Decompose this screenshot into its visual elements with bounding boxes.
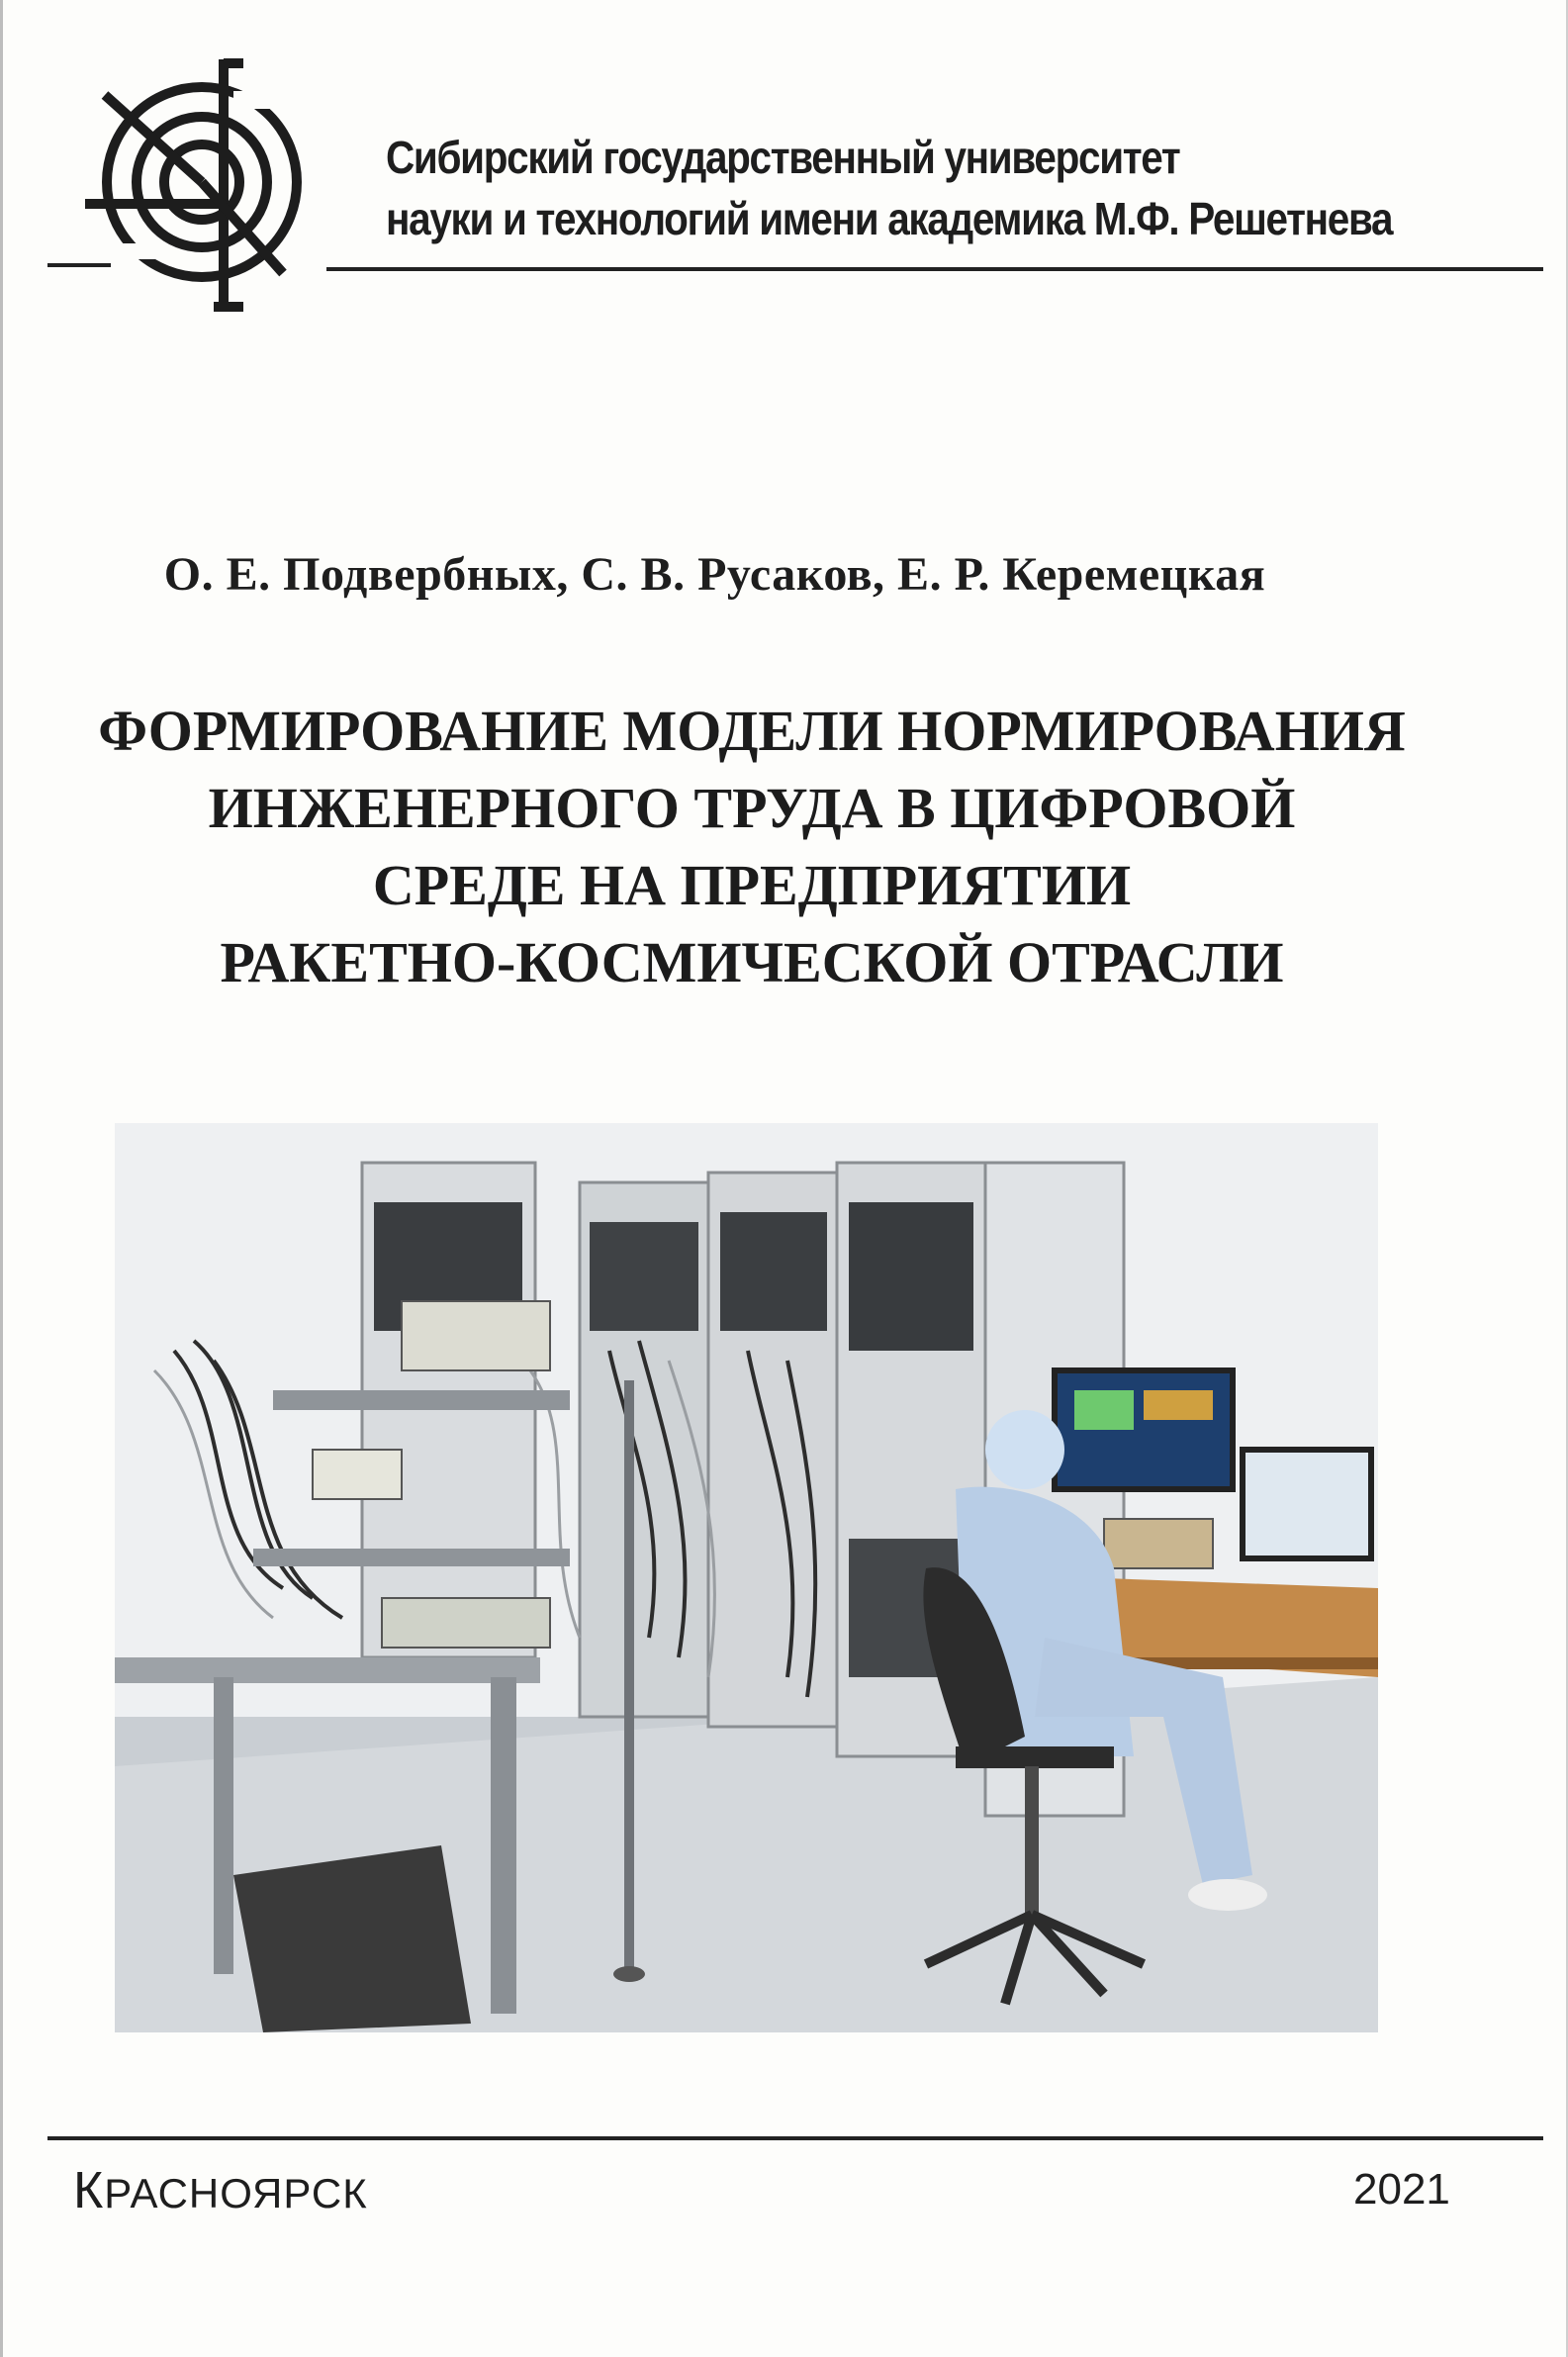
publication-year: 2021 bbox=[1353, 2165, 1450, 2214]
laboratory-illustration bbox=[115, 1123, 1378, 2032]
header-rule-left bbox=[47, 263, 111, 267]
book-title bbox=[0, 693, 1504, 1001]
title-line-3: СРЕДЕ НА ПРЕДПРИЯТИИ bbox=[372, 853, 1132, 917]
university-name bbox=[386, 127, 1393, 249]
header-rule-right bbox=[326, 267, 1543, 271]
footer-rule bbox=[47, 2136, 1543, 2140]
city-rest: РАСНОЯРСК bbox=[104, 2170, 368, 2216]
authors bbox=[0, 547, 1568, 602]
laboratory-photo bbox=[115, 1123, 1378, 2032]
university-logo-icon bbox=[85, 55, 319, 315]
title-line-1: ФОРМИРОВАНИЕ МОДЕЛИ НОРМИРОВАНИЯ bbox=[98, 699, 1406, 763]
title-line-2: ИНЖЕНЕРНОГО ТРУДА В ЦИФРОВОЙ bbox=[208, 776, 1296, 840]
city-initial: К bbox=[73, 2162, 105, 2219]
publication-city bbox=[73, 2161, 368, 2220]
authors-text: О. Е. Подвербных, С. В. Русаков, Е. Р. Керемецкая bbox=[163, 548, 1266, 601]
university-line-2: науки и технологий имени академика М.Ф. Решетнева bbox=[386, 193, 1393, 244]
title-line-4: РАКЕТНО-КОСМИЧЕСКОЙ ОТРАСЛИ bbox=[220, 930, 1284, 994]
university-line-1: Сибирский государственный университет bbox=[386, 132, 1180, 183]
